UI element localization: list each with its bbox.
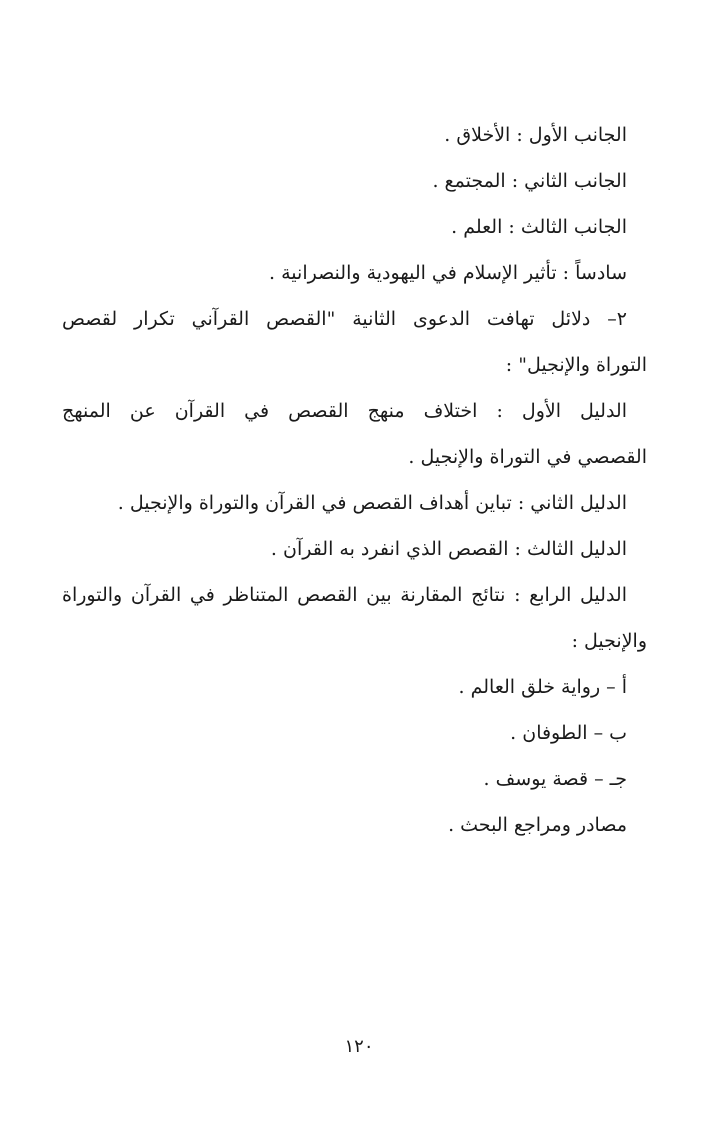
- toc-line: والإنجيل :: [571, 630, 647, 652]
- toc-line: القصصي في التوراة والإنجيل .: [408, 446, 647, 468]
- toc-line: ٢– دلائل تهافت الدعوى الثانية "القصص القرآني تكرار لقصص: [62, 308, 627, 330]
- toc-line: الجانب الأول : الأخلاق .: [444, 124, 627, 146]
- toc-line: الدليل الثاني : تباين أهداف القصص في القرآن والتوراة والإنجيل .: [117, 492, 627, 514]
- toc-line: الدليل الرابع : نتائج المقارنة بين القصص المتناظر في القرآن والتوراة: [62, 584, 627, 606]
- table-of-contents: [62, 112, 647, 848]
- toc-line: ب – الطوفان .: [510, 722, 627, 744]
- toc-line: الجانب الثالث : العلم .: [451, 216, 627, 238]
- toc-line: التوراة والإنجيل" :: [505, 354, 647, 376]
- toc-line: مصادر ومراجع البحث .: [448, 814, 627, 836]
- toc-line: الدليل الأول : اختلاف منهج القصص في القرآن عن المنهج: [62, 400, 627, 422]
- toc-line: سادساً : تأثير الإسلام في اليهودية والنصرانية .: [269, 262, 627, 284]
- page-number: ١٢٠: [344, 1036, 374, 1057]
- toc-line: جـ – قصة يوسف .: [483, 768, 627, 790]
- toc-line: الدليل الثالث : القصص الذي انفرد به القرآن .: [270, 538, 627, 560]
- toc-line: الجانب الثاني : المجتمع .: [432, 170, 627, 192]
- toc-line: أ – رواية خلق العالم .: [458, 676, 627, 698]
